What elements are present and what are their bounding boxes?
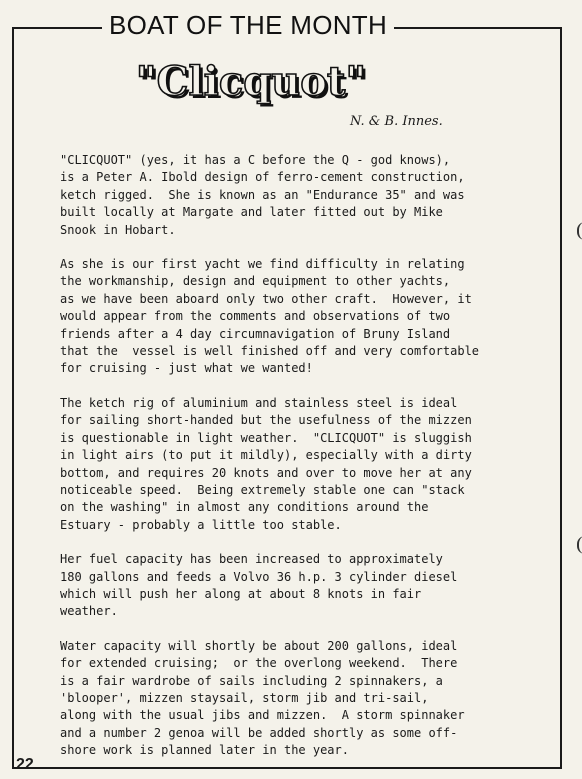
article-paragraph <box>60 152 550 239</box>
text-line: as we have been aboard only two other craft. However, it <box>60 291 472 306</box>
text-line: would appear from the comments and observations of two <box>60 309 451 324</box>
text-line: that the vessel is well finished off and very comfortable <box>60 344 480 359</box>
text-line: and a number 2 genoa will be added shortly as some off- <box>60 725 458 740</box>
text-line: Water capacity will shortly be about 200 gallons, ideal <box>60 638 458 653</box>
text-line: is a fair wardrobe of sails including 2 spinnakers, a <box>60 673 443 688</box>
text-line: noticeable speed. Being extremely stable one can "stack <box>60 482 465 497</box>
text-line: is questionable in light weather. "CLICQUOT" is sluggish <box>60 430 472 445</box>
text-line: which will push her along at about 8 knots in fair <box>60 586 422 601</box>
article-paragraph <box>60 551 550 621</box>
text-line: As she is our first yacht we find difficulty in relating <box>60 257 465 272</box>
binding-hole-mark <box>577 222 582 240</box>
text-line: bottom, and requires 20 knots and over to move her at any <box>60 465 472 480</box>
article-paragraph <box>60 256 550 378</box>
text-line: shore work is planned later in the year. <box>60 743 349 758</box>
text-line: ketch rigged. She is known as an "Endurance 35" and was <box>60 187 465 202</box>
binding-hole-mark <box>577 536 582 554</box>
article-paragraph <box>60 395 550 534</box>
text-line: for cruising - just what we wanted! <box>60 361 313 376</box>
text-line: Estuary - probably a little too stable. <box>60 517 342 532</box>
text-line: 180 gallons and feeds a Volvo 36 h.p. 3 cylinder diesel <box>60 569 458 584</box>
text-line: 'blooper', mizzen staysail, storm jib and tri-sail, <box>60 690 429 705</box>
author-byline: N. & B. Innes. <box>350 114 443 129</box>
text-line: on the washing" in almost any conditions around the <box>60 500 429 515</box>
boat-name-title: "Clicquot" <box>135 58 367 105</box>
section-title: BOAT OF THE MONTH <box>108 10 388 40</box>
text-line: is a Peter A. Ibold design of ferro-cement construction, <box>60 170 465 185</box>
text-line: friends after a 4 day circumnavigation of Bruny Island <box>60 326 451 341</box>
article-body <box>60 152 550 777</box>
text-line: along with the usual jibs and mizzen. A storm spinnaker <box>60 708 465 723</box>
text-line: Snook in Hobart. <box>60 222 176 237</box>
text-line: weather. <box>60 604 118 619</box>
text-line: the workmanship, design and equipment to other yachts, <box>60 274 451 289</box>
text-line: "CLICQUOT" (yes, it has a C before the Q - god knows), <box>60 153 451 167</box>
article-paragraph <box>60 638 550 760</box>
text-line: in light airs (to put it mildly), especially with a dirty <box>60 448 472 463</box>
text-line: Her fuel capacity has been increased to approximately <box>60 552 443 567</box>
text-line: for sailing short-handed but the usefulness of the mizzen <box>60 413 472 428</box>
page-number: 22 <box>16 756 34 773</box>
text-line: for extended cruising; or the overlong weekend. There <box>60 656 458 671</box>
text-line: The ketch rig of aluminium and stainless steel is ideal <box>60 395 458 410</box>
text-line: built locally at Margate and later fitted out by Mike <box>60 205 443 220</box>
